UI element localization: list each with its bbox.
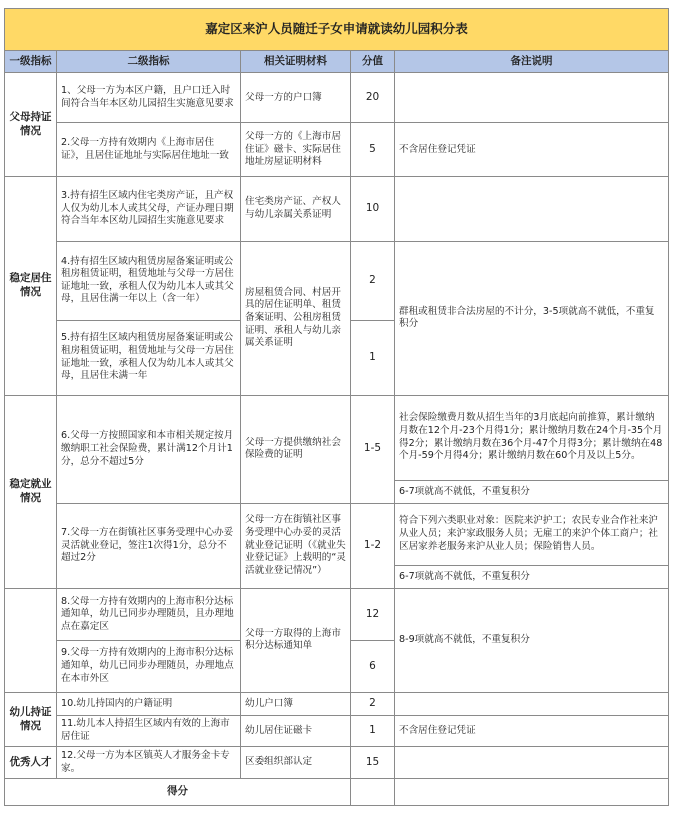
table-row bbox=[5, 395, 669, 480]
table-row bbox=[5, 177, 669, 241]
score-value: 15 bbox=[351, 747, 395, 779]
group-employment-points bbox=[5, 589, 57, 693]
remark-text: 群租或租赁非合法房屋的不计分，3-5项就高不就低，不重复积分 bbox=[395, 241, 669, 395]
group-employment: 稳定就业情况 bbox=[5, 395, 57, 588]
remark-text: 不含居住登记凭证 bbox=[395, 715, 669, 747]
table-row bbox=[5, 589, 669, 641]
score-value: 10 bbox=[351, 177, 395, 241]
material-text: 房屋租赁合同、村居开具的居住证明单、租赁备案证明、公租房租赁证明、承租人与幼儿亲属关系证明 bbox=[241, 241, 351, 395]
group-child: 幼儿持证情况 bbox=[5, 692, 57, 746]
table-row bbox=[5, 73, 669, 123]
item-text: 8.父母一方持有效期内的上海市积分达标通知单，幼儿已同步办理随员，且办理地点在嘉定区 bbox=[57, 589, 241, 641]
header-level1: 一级指标 bbox=[5, 50, 57, 73]
table-row bbox=[5, 747, 669, 779]
material-text: 父母一方的《上海市居住证》磁卡、实际居住地址房屋证明材料 bbox=[241, 123, 351, 177]
group-residence: 稳定居住情况 bbox=[5, 177, 57, 395]
material-text: 父母一方提供缴纳社会保险费的证明 bbox=[241, 395, 351, 503]
score-value: 20 bbox=[351, 73, 395, 123]
remark-text: 8-9项就高不就低，不重复积分 bbox=[395, 589, 669, 693]
item-text: 12.父母一方为本区镇英人才服务金卡专家。 bbox=[57, 747, 241, 779]
score-value: 2 bbox=[351, 692, 395, 715]
remark-text bbox=[395, 692, 669, 715]
header-level2: 二级指标 bbox=[57, 50, 241, 73]
score-table bbox=[4, 8, 669, 806]
material-text: 父母一方在街镇社区事务受理中心办妥的灵活就业登记证明（《就业失业登记证》上载明的“灵活就业登记情况”） bbox=[241, 503, 351, 588]
remark-text: 6-7项就高不就低，不重复积分 bbox=[395, 480, 669, 503]
material-text: 住宅类房产证、产权人与幼儿亲属关系证明 bbox=[241, 177, 351, 241]
table-row bbox=[5, 715, 669, 747]
material-text: 幼儿户口簿 bbox=[241, 692, 351, 715]
remark-text: 6-7项就高不就低，不重复积分 bbox=[395, 566, 669, 589]
total-remark-cell bbox=[395, 778, 669, 805]
score-value: 12 bbox=[351, 589, 395, 641]
table-title: 嘉定区来沪人员随迁子女申请就读幼儿园积分表 bbox=[5, 9, 669, 51]
header-score: 分值 bbox=[351, 50, 395, 73]
item-text: 3.持有招生区域内住宅类房产证，且产权人仅为幼儿本人或其父母，产证办理日期符合当年本区幼儿园招生实施意见要求 bbox=[57, 177, 241, 241]
total-row bbox=[5, 778, 669, 805]
header-materials: 相关证明材料 bbox=[241, 50, 351, 73]
table-row bbox=[5, 241, 669, 320]
remark-text: 符合下列六类职业对象：医院来沪护工；农民专业合作社来沪从业人员；来沪家政服务人员；无雇工的来沪个体工商户；社区居家养老服务来沪从业人员；保险销售人员。 bbox=[395, 503, 669, 565]
remark-text: 社会保险缴费月数从招生当年的3月底起向前推算，累计缴纳月数在12个月-23个月得1分；累计缴纳月数在24个月-35个月得2分；累计缴纳月数在36个月-47个月得3分；累计缴纳在48个月-59个月得4分；累计缴纳月数在60个月及以上5分。 bbox=[395, 395, 669, 480]
remark-text bbox=[395, 73, 669, 123]
score-value: 6 bbox=[351, 640, 395, 692]
score-value: 2 bbox=[351, 241, 395, 320]
item-text: 2.父母一方持有效期内《上海市居住证》，且居住证地址与实际居住地址一致 bbox=[57, 123, 241, 177]
item-text: 9.父母一方持有效期内的上海市积分达标通知单，幼儿已同步办理随员，办理地点在本市外区 bbox=[57, 640, 241, 692]
material-text: 区委组织部认定 bbox=[241, 747, 351, 779]
group-household: 父母持证情况 bbox=[5, 73, 57, 177]
item-text: 5.持有招生区域内租赁房屋备案证明或公租房租赁证明，租赁地址与父母一方居住证地址一致，承租人仅为幼儿本人或其父母，且居住未满一年 bbox=[57, 320, 241, 395]
score-value: 1-5 bbox=[351, 395, 395, 503]
material-text: 幼儿居住证磁卡 bbox=[241, 715, 351, 747]
material-text: 父母一方取得的上海市积分达标通知单 bbox=[241, 589, 351, 693]
remark-text: 不含居住登记凭证 bbox=[395, 123, 669, 177]
item-text: 10.幼儿持国内的户籍证明 bbox=[57, 692, 241, 715]
item-text: 4.持有招生区域内租赁房屋备案证明或公租房租赁证明，租赁地址与父母一方居住证地址一致，承租人仅为幼儿本人或其父母，且居住满一年以上（含一年） bbox=[57, 241, 241, 320]
header-row bbox=[5, 50, 669, 73]
group-talent: 优秀人才 bbox=[5, 747, 57, 779]
score-value: 5 bbox=[351, 123, 395, 177]
remark-text bbox=[395, 177, 669, 241]
score-value: 1 bbox=[351, 320, 395, 395]
score-value: 1-2 bbox=[351, 503, 395, 588]
item-text: 6.父母一方按照国家和本市相关规定按月缴纳职工社会保险费，累计满12个月计1分，总分不超过5分 bbox=[57, 395, 241, 503]
item-text: 1、父母一方为本区户籍，且户口迁入时间符合当年本区幼儿园招生实施意见要求 bbox=[57, 73, 241, 123]
table-row bbox=[5, 123, 669, 177]
total-label: 得分 bbox=[5, 778, 351, 805]
item-text: 11.幼儿本人持招生区域内有效的上海市居住证 bbox=[57, 715, 241, 747]
header-remarks: 备注说明 bbox=[395, 50, 669, 73]
remark-text bbox=[395, 747, 669, 779]
table-row bbox=[5, 692, 669, 715]
total-score-cell[interactable] bbox=[351, 778, 395, 805]
score-value: 1 bbox=[351, 715, 395, 747]
table-row bbox=[5, 503, 669, 565]
material-text: 父母一方的户口簿 bbox=[241, 73, 351, 123]
item-text: 7.父母一方在街镇社区事务受理中心办妥灵活就业登记，签注1次得1分，总分不超过2分 bbox=[57, 503, 241, 588]
